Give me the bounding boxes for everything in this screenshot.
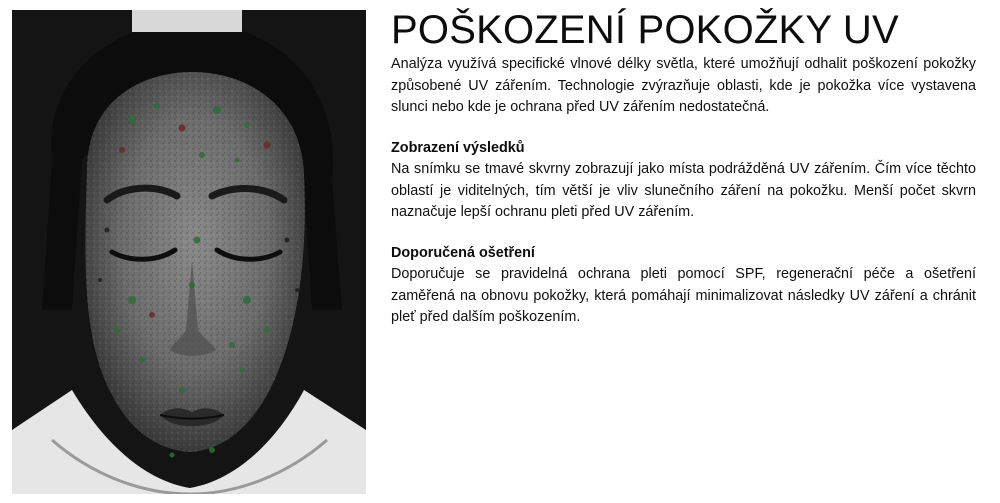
intro-paragraph: Analýza využívá specifické vlnové délky světla, které umožňují odhalit poškození pokožky způsobené UV zářením. Technologie zvýrazňuje oblasti, kde je pokožka více vystavena slunci nebo kde je ochrana před UV zářením nedostatečná.: [391, 56, 976, 115]
section-text-treatments: Doporučuje se pravidelná ochrana pleti pomocí SPF, regenerační péče a ošetření zaměřená na obnovu pokožky, která pomáhají minimalizovat následky UV záření a chránit pleť před dalším poškozením.: [391, 266, 976, 325]
section-heading-results: Zobrazení výsledků: [391, 139, 525, 156]
section-heading-treatments: Doporučená ošetření: [391, 244, 535, 261]
text-panel: [391, 8, 976, 329]
uv-face-scan-image: [12, 10, 366, 494]
page-title: POŠKOZENÍ POKOŽKY UV: [391, 8, 899, 52]
face-illustration: [12, 10, 366, 494]
section-text-results: Na snímku se tmavé skvrny zobrazují jako místa podrážděná UV zářením. Čím více těchto oblastí je viditelných, tím větší je vliv slunečního záření na pokožku. Menší počet skvrn naznačuje lepší ochranu pleti před UV zářením.: [391, 161, 976, 220]
